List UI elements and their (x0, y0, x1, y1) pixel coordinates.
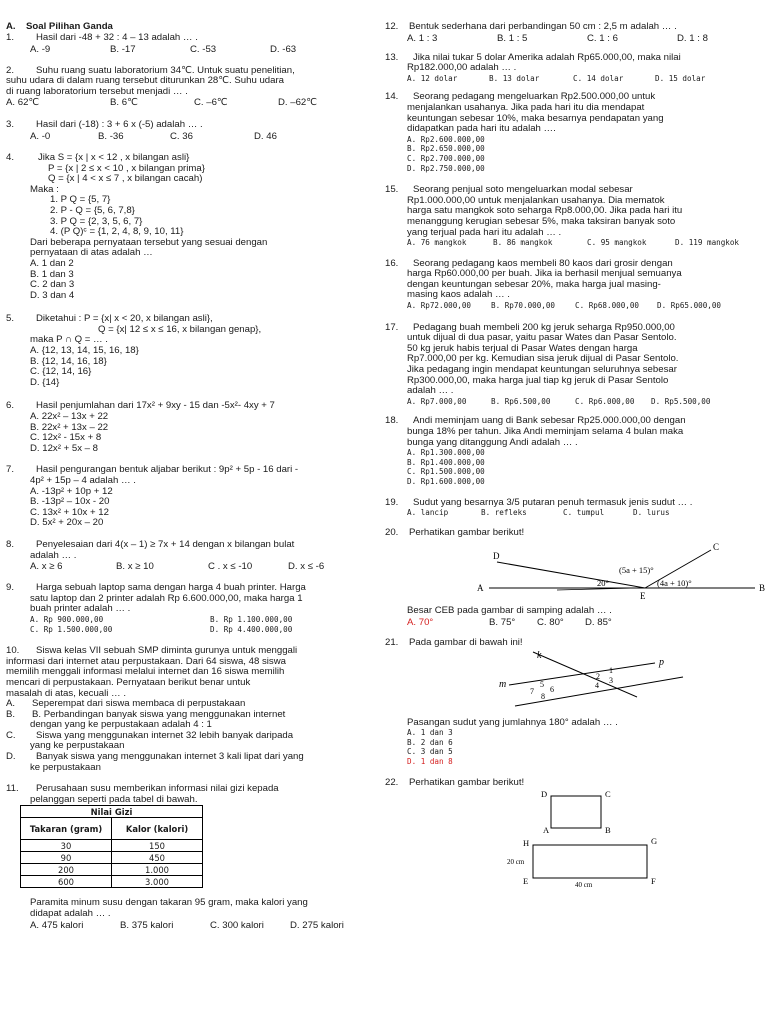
text-line: C. 80° (537, 616, 564, 628)
question-20 (385, 526, 766, 628)
text-line: Rp1.000.000,00 untuk menjalankan usahanya. Dia mematok (407, 194, 665, 206)
text-line: A. -13p² + 10p + 12 (30, 485, 113, 497)
text-line: pernyataan di atas adalah … (30, 247, 153, 259)
height-label: 20 cm (507, 858, 525, 867)
text-line: didapatkan pada hari itu adalah …. (407, 123, 556, 135)
text-line: dengan keuntungan sebesar 20%, maka harga jual masing- (407, 278, 661, 290)
line-p-label: p (659, 656, 664, 668)
text-line: Siswa kelas VII sebuah SMP diminta gurunya untuk menggali (36, 645, 298, 657)
text-line: D. 275 kalori (290, 919, 344, 931)
text-line: 19. (385, 496, 399, 508)
point-D-label: D (541, 789, 548, 800)
text-line: Rp182.000,00 adalah … . (407, 62, 517, 74)
text-line: Perhatikan gambar berikut! (409, 526, 525, 538)
text-line: 20. (385, 526, 399, 538)
text-line: Q = {x | 4 < x ≤ 7 , x bilangan cacah) (48, 173, 203, 185)
question-3 (6, 120, 368, 142)
text-line: C. Rp2.700.000,00 (407, 153, 485, 163)
text-line: harga Rp60.000,00 per buah. Jika ia berhasil menjual semuanya (407, 268, 682, 280)
text-line: C. Rp68.000,00 (575, 301, 640, 311)
text-line: D. Rp1.600.000,00 (407, 476, 485, 486)
text-line: informasi dari internet atau perpustakaan. Dari 64 siswa, 48 siswa (6, 655, 286, 667)
text-line: C. 3 dan 5 (407, 747, 453, 757)
text-line: A. (6, 21, 16, 32)
text-line: D. lurus (633, 508, 670, 518)
text-line: A. Rp7.000,00 (407, 396, 467, 406)
text-line: 200 (21, 864, 112, 876)
text-line: C. 1 : 6 (587, 32, 618, 44)
text-line: Seorang penjual soto mengeluarkan modal sebesar (413, 184, 633, 196)
text-line: 50 kg jeruk habis terjual di Pasar Wates dengan harga (407, 342, 638, 354)
text-line: 1.000 (112, 864, 203, 876)
text-line: B. x ≥ 10 (116, 561, 154, 573)
text-line: mencari di perpustakaan. Pernyataan berikut benar untuk (6, 676, 251, 688)
parallel-lines-figure (495, 649, 695, 715)
text-line: C. 95 mangkok (587, 238, 647, 248)
text-line: Dari beberapa pernyataan tersebut yang sesuai dengan (30, 236, 268, 248)
text-line: 10. (6, 645, 20, 657)
text-line: 30 (21, 840, 112, 852)
question-13 (385, 53, 763, 84)
text-line: Soal Pilihan Ganda (26, 21, 113, 32)
text-line: 6. (6, 400, 15, 412)
text-line: B. 375 kalori (120, 919, 174, 931)
text-line: dengan yang ke perpustakaan adalah 4 : 1 (30, 719, 212, 731)
text-line: B. 13 dolar (489, 73, 540, 83)
angle-7-label: 7 (530, 686, 534, 696)
text-line: masalah di atas, kecuali … . (6, 687, 126, 699)
table-row (21, 876, 203, 888)
text-line: Bentuk sederhana dari perbandingan 50 cm : 2,5 m adalah … . (409, 21, 677, 32)
question-21 (385, 638, 763, 767)
text-line: 90 (21, 852, 112, 864)
table-header: Takaran (gram) (21, 818, 112, 840)
question-4 (6, 153, 368, 301)
text-line: A. 22x² – 13x + 22 (30, 411, 109, 423)
text-line: Siswa yang menggunakan internet 32 lebih banyak daripada (36, 729, 294, 741)
text-line: D. 1 : 8 (677, 32, 708, 44)
text-line: Suhu ruang suatu laboratorium 34℃. Untuk suatu penelitian, (36, 64, 295, 76)
text-line: di ruang laboratorium tersebut menjadi … . (6, 85, 188, 97)
text-line: C. 300 kalori (210, 919, 264, 931)
text-line: Perusahaan susu memberikan informasi nilai gizi kepada (36, 783, 279, 795)
text-line: A. 12 dolar (407, 73, 458, 83)
text-line: Pedagang buah membeli 200 kg jeruk seharga Rp950.000,00 (413, 321, 675, 333)
text-line: keuntungan sebesar 10%, maka besarnya pendapatan yang (407, 112, 664, 124)
text-line: masing kaos adalah … . (407, 289, 510, 301)
text-line: 13. (385, 51, 399, 63)
text-line: Rp300.000,00, maka harga jual tiap kg jeruk di Pasar Sentolo (407, 374, 669, 386)
text-line: 18. (385, 415, 399, 427)
question-2 (6, 66, 368, 109)
text-line: Rp7.000,00 per kg. Kemudian sisa jeruk dijual di Pasar Sentolo. (407, 353, 679, 365)
text-line: memilih menggali informasi melalui internet dan 16 siswa memilih (6, 666, 285, 678)
question-12 (385, 22, 763, 44)
text-line: B. {12, 14, 16, 18} (30, 355, 107, 367)
question-16 (385, 259, 763, 311)
text-line: D. x ≤ -6 (288, 561, 325, 573)
text-line: C. –6℃ (194, 97, 228, 109)
text-line: A. 76 mangkok (407, 238, 467, 248)
text-line: B. Rp 1.100.000,00 (210, 614, 293, 624)
text-line: B. 86 mangkok (493, 238, 553, 248)
text-line: menanggung kerugian sebesar 5%, maka taksiran banyak soto (407, 215, 676, 227)
text-line: Pasangan sudut yang jumlahnya 180° adalah … . (407, 716, 618, 728)
text-line: Hasil penjumlahan dari 17x² + 9xy - 15 dan -5x²- 4xy + 7 (36, 400, 275, 412)
text-line: C. 14 dolar (573, 73, 624, 83)
question-19 (385, 498, 763, 518)
text-line: 2. (6, 64, 15, 76)
text-line: satu laptop dan 2 printer adalah Rp 6.600.000,00, maka harga 1 (30, 592, 303, 604)
text-line: Seperempat dari siswa membaca di perpustakaan (32, 698, 246, 710)
table-title: Nilai Gizi (21, 806, 203, 818)
text-line: C. Rp6.000,00 (575, 396, 635, 406)
text-line: C. {12, 14, 16} (30, 366, 92, 378)
question-6 (6, 401, 368, 454)
point-A-label: A (477, 583, 484, 594)
line-m-label: m (499, 678, 507, 690)
text-line: Hasil dari -48 + 32 : 4 – 13 adalah … . (36, 32, 198, 43)
text-line: 8. (6, 538, 15, 550)
text-line: D. 46 (254, 130, 277, 142)
table-row (21, 852, 203, 864)
text-line: Banyak siswa yang menggunakan internet 3 kali lipat dari yang (36, 751, 304, 763)
width-label: 40 cm (575, 881, 593, 890)
text-line: 4. (6, 151, 15, 163)
text-line: C . x ≤ -10 (208, 561, 253, 573)
text-line: Diketahui : P = {x| x < 20, x bilangan asli}, (36, 313, 213, 325)
text-line: harga satu mangkok soto seharga Rp8.000,00. Jika pada hari itu (407, 205, 683, 217)
text-line: Jika S = {x | x < 12 , x bilangan asli} (38, 151, 190, 163)
text-line: B. Perbandingan banyak siswa yang menggunakan internet (32, 708, 286, 720)
text-line: D. -63 (270, 43, 297, 55)
question-1 (6, 33, 368, 55)
text-line: A. -0 (30, 130, 51, 142)
text-line: Q = {x| 12 ≤ x ≤ 16, x bilangan genap}, (98, 323, 262, 335)
text-line: 3. P Q = {2, 3, 5, 6, 7} (50, 215, 143, 227)
text-line: D. 119 mangkok (675, 238, 740, 248)
text-line: C. 12x² - 15x + 8 (30, 432, 102, 444)
angle-3-label: 3 (609, 675, 613, 685)
text-line: C. 13x² + 10x + 12 (30, 506, 109, 518)
text-line: B. 1 : 5 (497, 32, 528, 44)
text-line: C. -53 (190, 43, 217, 55)
text-line: 16. (385, 257, 399, 269)
point-D-label: D (493, 551, 500, 562)
text-line: didapat adalah … . (30, 908, 111, 920)
question-18 (385, 416, 763, 486)
question-15 (385, 185, 763, 248)
text-line: A. -9 (30, 43, 51, 55)
text-line: D. 12x² + 5x – 8 (30, 442, 98, 454)
point-B-label: B (759, 583, 766, 594)
question-7 (6, 465, 368, 529)
nutrition-table (20, 805, 203, 888)
text-line: 21. (385, 636, 399, 648)
angle-label-5a15: (5a + 15)° (619, 565, 654, 576)
text-line: A. Rp72.000,00 (407, 301, 472, 311)
right-column (385, 21, 766, 896)
text-line: A. (6, 698, 16, 710)
text-line: 1. P Q = {5, 7} (50, 194, 111, 206)
text-line: B. Rp2.650.000,00 (407, 144, 485, 154)
text-line: Sudut yang besarnya 3/5 putaran penuh termasuk jenis sudut … . (413, 496, 693, 508)
text-line: A. 70° (407, 616, 434, 628)
text-line: A. 475 kalori (30, 919, 84, 931)
text-line: 5. (6, 313, 15, 325)
text-line: 11. (6, 783, 19, 795)
text-line: Hasil pengurangan bentuk aljabar berikut : 9p² + 5p - 16 dari - (36, 464, 299, 476)
text-line: C. Rp1.500.000,00 (407, 467, 485, 477)
text-line: A. {12, 13, 14, 15, 16, 18} (30, 345, 139, 357)
text-line: A. 1 : 3 (407, 32, 438, 44)
angle-figure (475, 540, 768, 602)
text-line: C. 36 (170, 130, 193, 142)
text-line: menjalankan usahanya. Jika pada hari itu dia mendapat (407, 101, 645, 113)
text-line: suhu udara di dalam ruang tersebut diturunkan 28℃. Suhu udara (6, 75, 284, 87)
text-line: A. 1 dan 3 (407, 728, 453, 738)
text-line: 150 (112, 840, 203, 852)
text-line: A. 1 dan 2 (30, 257, 74, 269)
question-5 (6, 314, 368, 388)
text-line: 7. (6, 464, 15, 476)
point-E-label: E (640, 591, 646, 602)
text-line: Pada gambar di bawah ini! (409, 636, 523, 648)
question-8 (6, 540, 368, 572)
text-line: D. Rp65.000,00 (657, 301, 722, 311)
text-line: yang terjual pada hari itu adalah … . (407, 226, 562, 238)
text-line: 600 (21, 876, 112, 888)
text-line: D. 3 dan 4 (30, 289, 75, 301)
text-line: A. Rp1.300.000,00 (407, 448, 485, 458)
text-line: 15. (385, 184, 399, 196)
text-line: B. refleks (481, 508, 527, 518)
question-14 (385, 92, 763, 173)
text-line: B. -17 (110, 43, 136, 55)
point-F-label: F (651, 876, 656, 887)
text-line: bunga 18% per tahun. Jika Andi meminjam selama 4 bulan maka (407, 426, 684, 437)
text-line: 17. (385, 321, 399, 333)
text-line: A. lancip (407, 508, 449, 518)
table-header: Kalor (kalori) (112, 818, 203, 840)
text-line: 4. (P Q)ᶜ = {1, 2, 4, 8, 9, 10, 11} (50, 226, 184, 238)
point-A-label: A (543, 825, 550, 836)
text-line: D. 85° (585, 616, 612, 628)
line-k-label: k (537, 649, 542, 661)
text-line: yang ke perpustakaan (30, 740, 125, 752)
text-line: Harga sebuah laptop sama dengan harga 4 buah printer. Harga (36, 582, 306, 594)
text-line: Jika pedagang ingin mendapat keuntungan seluruhnya sebesar (407, 364, 677, 376)
text-line: Perhatikan gambar berikut! (409, 776, 525, 788)
table-row (21, 840, 203, 852)
text-line: Jika nilai tukar 5 dolar Amerika adalah Rp65.000,00, maka nilai (413, 51, 681, 63)
left-column (6, 22, 368, 931)
text-line: B. -13p² – 10x - 20 (30, 496, 110, 508)
angle-8-label: 8 (541, 691, 545, 701)
question-17 (385, 323, 763, 407)
point-E-label: E (523, 876, 529, 887)
text-line: C. (6, 729, 16, 741)
question-22 (385, 778, 763, 897)
text-line: 3.000 (112, 876, 203, 888)
text-line: D. 1 dan 8 (407, 756, 453, 766)
text-line: bunga yang ditanggung Andi adalah … . (407, 436, 578, 448)
text-line: B. 2 dan 6 (407, 737, 453, 747)
question-9 (6, 583, 368, 634)
text-line: Andi meminjam uang di Bank sebesar Rp25.000.000,00 dengan (413, 415, 686, 427)
point-C-label: C (605, 789, 611, 800)
text-line: A. 62℃ (6, 97, 40, 109)
text-line: C. Rp 1.500.000,00 (30, 624, 113, 634)
text-line: Seorang pedagang mengeluarkan Rp2.500.000,00 untuk (413, 91, 656, 103)
point-C-label: C (713, 542, 720, 553)
angle-label-4a10: (4a + 10)° (657, 578, 692, 589)
text-line: A. x ≥ 6 (30, 561, 63, 573)
text-line: Besar CEB pada gambar di samping adalah … . (407, 605, 612, 617)
text-line: B. Rp1.400.000,00 (407, 457, 485, 467)
text-line: B. 75° (489, 616, 516, 628)
text-line: Maka : (30, 183, 59, 195)
text-line: adalah … . (30, 549, 77, 561)
text-line: 1. (6, 32, 15, 43)
text-line: D. 5x² + 20x – 20 (30, 517, 104, 529)
angle-label-20: 20° (597, 578, 609, 589)
text-line: B. (6, 708, 16, 720)
text-line: C. tumpul (563, 508, 605, 518)
text-line: D. 15 dolar (655, 73, 706, 83)
rectangles-figure (505, 788, 705, 896)
text-line: P = {x | 2 ≤ x < 10 , x bilangan prima} (48, 162, 205, 174)
text-line: 3. (6, 119, 15, 131)
text-line: maka P ∩ Q = … . (30, 334, 108, 346)
point-H-label: H (523, 838, 530, 849)
text-line: A. Rp2.600.000,00 (407, 134, 485, 144)
point-B-label: B (605, 825, 611, 836)
question-11 (6, 784, 368, 930)
text-line: D. {14} (30, 376, 60, 388)
text-line: adalah … . (407, 385, 454, 397)
text-line: D. Rp 4.400.000,00 (210, 624, 293, 634)
angle-6-label: 6 (550, 684, 554, 694)
text-line: B. 6℃ (110, 97, 138, 109)
text-line: Penyelesaian dari 4(x – 1) ≥ 7x + 14 dengan x bilangan bulat (36, 538, 295, 550)
text-line: B. Rp6.500,00 (491, 396, 551, 406)
text-line: C. 2 dan 3 (30, 279, 75, 291)
text-line: 12. (385, 21, 399, 32)
angle-4-label: 4 (595, 680, 599, 690)
point-G-label: G (651, 836, 658, 847)
angle-1-label: 1 (609, 665, 613, 675)
text-line: Hasil dari (-18) : 3 + 6 x (-5) adalah … . (36, 119, 203, 131)
text-line: D. (6, 751, 16, 763)
angle-5-label: 5 (540, 679, 544, 689)
text-line: B. -36 (98, 130, 124, 142)
text-line: 450 (112, 852, 203, 864)
text-line: D. Rp2.750.000,00 (407, 163, 485, 173)
text-line: 22. (385, 776, 399, 788)
text-line: 14. (385, 91, 399, 103)
text-line: Paramita minum susu dengan takaran 95 gram, maka kalori yang (30, 897, 308, 909)
text-line: 9. (6, 582, 15, 594)
text-line: A. Rp 900.000,00 (30, 614, 104, 624)
text-line: pelanggan seperti pada tabel di bawah. (30, 793, 198, 805)
text-line: B. Rp70.000,00 (491, 301, 556, 311)
text-line: buah printer adalah … . (30, 603, 131, 615)
text-line: D. –62℃ (278, 97, 318, 109)
table-row (21, 864, 203, 876)
text-line: untuk dijual di dua pasar, yaitu pasar Wates dan Pasar Sentolo. (407, 332, 677, 344)
text-line: B. 22x² + 13x – 22 (30, 421, 109, 433)
text-line: ke perpustakaan (30, 761, 101, 773)
text-line: 2. P - Q = {5, 6, 7,8} (50, 204, 135, 216)
question-10 (6, 646, 368, 773)
text-line: Seorang pedagang kaos membeli 80 kaos dari grosir dengan (413, 257, 673, 269)
angle-2-label: 2 (596, 671, 600, 681)
text-line: D. Rp5.500,00 (651, 396, 711, 406)
text-line: 4p² + 15p – 4 adalah … . (30, 475, 136, 486)
text-line: B. 1 dan 3 (30, 268, 74, 280)
